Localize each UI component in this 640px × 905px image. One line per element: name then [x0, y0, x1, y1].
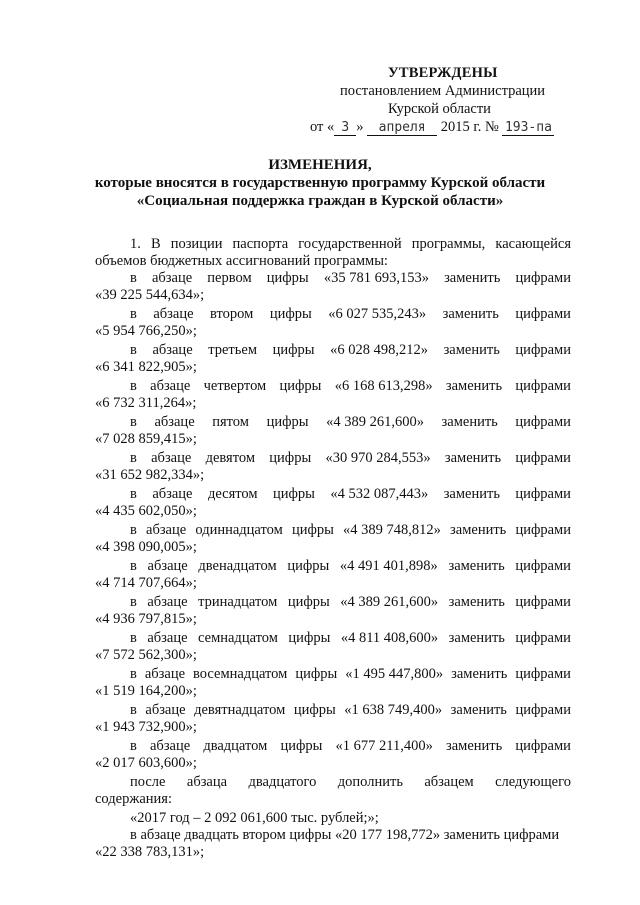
- change-word: пятом: [212, 414, 249, 430]
- change-word: цифрами: [515, 414, 571, 430]
- change-word: заменить: [448, 558, 505, 574]
- change-word: абзаце: [153, 306, 194, 322]
- change-item-continuation: «39 225 544,634»;: [95, 287, 205, 303]
- change-word: цифры: [266, 270, 309, 286]
- change-item: [95, 270, 571, 304]
- date-day: 3: [334, 121, 356, 136]
- change-word: в: [130, 306, 137, 322]
- change-word: «6 028 498,212»: [330, 342, 428, 358]
- change-item: [95, 558, 571, 592]
- change-word: цифрами: [515, 378, 571, 394]
- change-item-first-line: [95, 522, 571, 539]
- change-word: цифры: [280, 738, 323, 754]
- approval-block: [310, 64, 570, 136]
- change-word: заменить: [444, 270, 501, 286]
- change-word: «35 781 693,153»: [323, 270, 429, 286]
- change-word: в: [130, 414, 137, 430]
- change-item-first-line: [95, 414, 571, 431]
- change-word: цифрами: [515, 450, 571, 466]
- change-item-continuation: «6 732 311,264»;: [95, 395, 197, 411]
- approval-date-line: [310, 118, 570, 136]
- change-word: дополнить: [337, 774, 403, 790]
- change-word: цифры: [269, 450, 312, 466]
- change-word: цифры: [279, 378, 322, 394]
- change-item-first-line: [95, 630, 571, 647]
- change-item: [95, 522, 571, 556]
- change-item-continuation: «31 652 982,334»;: [95, 467, 205, 483]
- change-word: заменить: [445, 378, 503, 394]
- change-item: [95, 378, 571, 412]
- change-word: в: [130, 558, 137, 574]
- change-word: абзаце: [154, 414, 195, 430]
- change-word: в: [130, 738, 137, 754]
- change-word: в: [130, 666, 137, 682]
- change-word: цифрами: [515, 522, 571, 538]
- change-item-first-line: [95, 270, 571, 287]
- change-word: цифрами: [515, 594, 571, 610]
- change-word: «4 532 087,443»: [330, 486, 429, 502]
- change-item-continuation: содержания:: [95, 791, 173, 807]
- change-word: в: [130, 450, 137, 466]
- change-word: цифры: [287, 558, 330, 574]
- change-word: цифры: [266, 414, 309, 430]
- change-word: «4 811 408,600»: [340, 630, 439, 646]
- change-word: двадцатого: [248, 774, 317, 790]
- change-word: в: [130, 486, 137, 502]
- change-word: «4 389 261,600»: [340, 594, 439, 610]
- change-word: заменить: [442, 306, 499, 322]
- change-word: в: [130, 522, 137, 538]
- change-word: абзаце: [152, 342, 193, 358]
- change-word: заменить: [450, 702, 507, 718]
- change-item-first-line: [95, 738, 571, 755]
- change-word: цифры: [293, 702, 336, 718]
- change-word: десятом: [207, 486, 258, 502]
- last-change-rest: «22 338 783,131»;: [95, 844, 205, 860]
- change-word: втором: [210, 306, 254, 322]
- change-item-first-line: [95, 666, 571, 683]
- change-word: цифры: [272, 342, 315, 358]
- change-word: в: [130, 378, 137, 394]
- change-word: абзаце: [152, 486, 193, 502]
- change-word: восемнадцатом: [193, 666, 288, 682]
- change-word: заменить: [448, 630, 505, 646]
- change-item-continuation: «4 714 707,664»;: [95, 575, 197, 591]
- change-word: цифрами: [515, 738, 571, 754]
- change-word: «4 389 748,812»: [343, 522, 441, 538]
- change-word: «6 027 535,243»: [328, 306, 427, 322]
- last-change-item: [95, 827, 571, 861]
- change-word: абзаце: [151, 450, 192, 466]
- change-word: «4 389 261,600»: [326, 414, 424, 430]
- change-word: двенадцатом: [198, 558, 277, 574]
- date-month: апреля: [367, 121, 437, 136]
- change-word: цифры: [291, 522, 334, 538]
- change-word: «1 495 447,800»: [345, 666, 444, 682]
- change-item-continuation: «4 936 797,815»;: [95, 611, 197, 627]
- change-word: цифры: [295, 666, 338, 682]
- change-word: цифры: [287, 594, 330, 610]
- change-word: в: [130, 270, 137, 286]
- change-word: «6 168 613,298»: [334, 378, 433, 394]
- change-word: заменить: [451, 666, 508, 682]
- change-word: заменить: [445, 738, 503, 754]
- change-item-continuation: «4 398 090,005»;: [95, 539, 197, 555]
- change-word: в: [130, 630, 137, 646]
- approval-line-3: Курской области: [388, 101, 491, 117]
- date-prefix: от «: [310, 119, 335, 135]
- change-word: первом: [207, 270, 252, 286]
- change-word: абзаце: [144, 666, 186, 682]
- change-item-continuation: «7 028 859,415»;: [95, 431, 197, 447]
- change-item-first-line: [95, 558, 571, 575]
- change-item: [95, 594, 571, 628]
- change-word: двадцатом: [203, 738, 268, 754]
- change-word: цифрами: [515, 666, 571, 682]
- approval-title: УТВЕРЖДЕНЫ: [388, 65, 498, 81]
- change-word: цифрами: [515, 630, 571, 646]
- change-word: цифрами: [515, 558, 571, 574]
- change-word: заменить: [448, 594, 505, 610]
- change-word: девятом: [205, 450, 256, 466]
- change-word: «1 638 749,400»: [344, 702, 443, 718]
- change-word: следующего: [495, 774, 571, 790]
- change-word: в: [130, 342, 137, 358]
- change-item: [95, 702, 571, 736]
- change-item-continuation: «6 341 822,905»;: [95, 359, 197, 375]
- change-word: четвертом: [203, 378, 267, 394]
- change-word: цифрами: [515, 342, 571, 358]
- heading-program: «Социальная поддержка граждан в Курской области»: [136, 193, 504, 209]
- last-change-first-line: в абзаце двадцать втором цифры «20 177 198,772» заменить цифрами: [130, 827, 560, 843]
- change-word: абзаце: [147, 594, 188, 610]
- change-word: третьем: [208, 342, 257, 358]
- document-body: [95, 236, 571, 863]
- change-word: абзаце: [150, 378, 191, 394]
- change-item: [95, 738, 571, 772]
- changes-list: [95, 270, 571, 808]
- change-word: заменить: [443, 342, 500, 358]
- change-item-first-line: [95, 450, 571, 467]
- change-item: [95, 450, 571, 484]
- change-word: «1 677 211,400»: [335, 738, 433, 754]
- heading-subtitle: которые вносятся в государственную программу Курской области: [94, 175, 546, 191]
- change-word: «4 491 401,898»: [339, 558, 438, 574]
- quote-line: «2017 год – 2 092 061,600 тыс. рублей;»;: [130, 810, 379, 826]
- change-item-continuation: «4 435 602,050»;: [95, 503, 197, 519]
- change-item-continuation: «1 519 164,200»;: [95, 683, 197, 699]
- change-item-first-line: [95, 774, 571, 791]
- change-word: абзаце: [151, 270, 193, 286]
- change-item: [95, 306, 571, 340]
- change-item-first-line: [95, 594, 571, 611]
- document-number: 193-па: [502, 121, 554, 136]
- change-item: [95, 630, 571, 664]
- change-word: заменить: [443, 486, 500, 502]
- change-item: [95, 774, 571, 808]
- change-item-continuation: «1 943 732,900»;: [95, 719, 197, 735]
- change-word: цифрами: [515, 270, 571, 286]
- change-item: [95, 486, 571, 520]
- change-word: абзаце: [147, 630, 188, 646]
- change-item: [95, 666, 571, 700]
- approval-line-2: постановлением Администрации: [340, 83, 546, 99]
- change-word: цифры: [272, 486, 315, 502]
- date-mid: »: [356, 119, 364, 135]
- change-word: цифрами: [515, 306, 571, 322]
- change-item: [95, 342, 571, 376]
- change-word: заменить: [450, 522, 507, 538]
- change-item-continuation: «5 954 766,250»;: [95, 323, 197, 339]
- change-item-first-line: [95, 486, 571, 503]
- change-item-first-line: [95, 702, 571, 719]
- change-word: тринадцатом: [198, 594, 278, 610]
- intro-paragraph: 1. В позиции паспорта государственной программы, касающейся объемов бюджетных ассигнований программы:: [95, 236, 571, 269]
- change-word: абзаце: [145, 702, 186, 718]
- change-word: девятнадцатом: [194, 702, 286, 718]
- change-word: заменить: [444, 450, 502, 466]
- change-word: цифры: [288, 630, 331, 646]
- change-item-first-line: [95, 306, 571, 323]
- change-word: заменить: [441, 414, 498, 430]
- change-item-continuation: «2 017 603,600»;: [95, 755, 197, 771]
- change-item-first-line: [95, 378, 571, 395]
- change-word: абзаце: [146, 522, 187, 538]
- change-word: цифрами: [515, 702, 571, 718]
- change-word: цифрами: [515, 486, 571, 502]
- change-word: одиннадцатом: [195, 522, 283, 538]
- change-word: в: [130, 594, 137, 610]
- change-item-first-line: [95, 342, 571, 359]
- change-item: [95, 414, 571, 448]
- change-word: абзаце: [147, 558, 188, 574]
- heading-title: ИЗМЕНЕНИЯ,: [268, 157, 372, 173]
- change-word: абзацем: [424, 774, 474, 790]
- date-year: 2015 г. №: [440, 119, 499, 135]
- change-word: абзаца: [186, 774, 228, 790]
- change-word: после: [130, 774, 166, 790]
- change-item-continuation: «7 572 562,300»;: [95, 647, 197, 663]
- change-word: цифры: [269, 306, 312, 322]
- change-word: семнадцатом: [198, 630, 278, 646]
- change-word: «30 970 284,553»: [325, 450, 431, 466]
- change-word: абзаце: [150, 738, 191, 754]
- change-word: в: [130, 702, 137, 718]
